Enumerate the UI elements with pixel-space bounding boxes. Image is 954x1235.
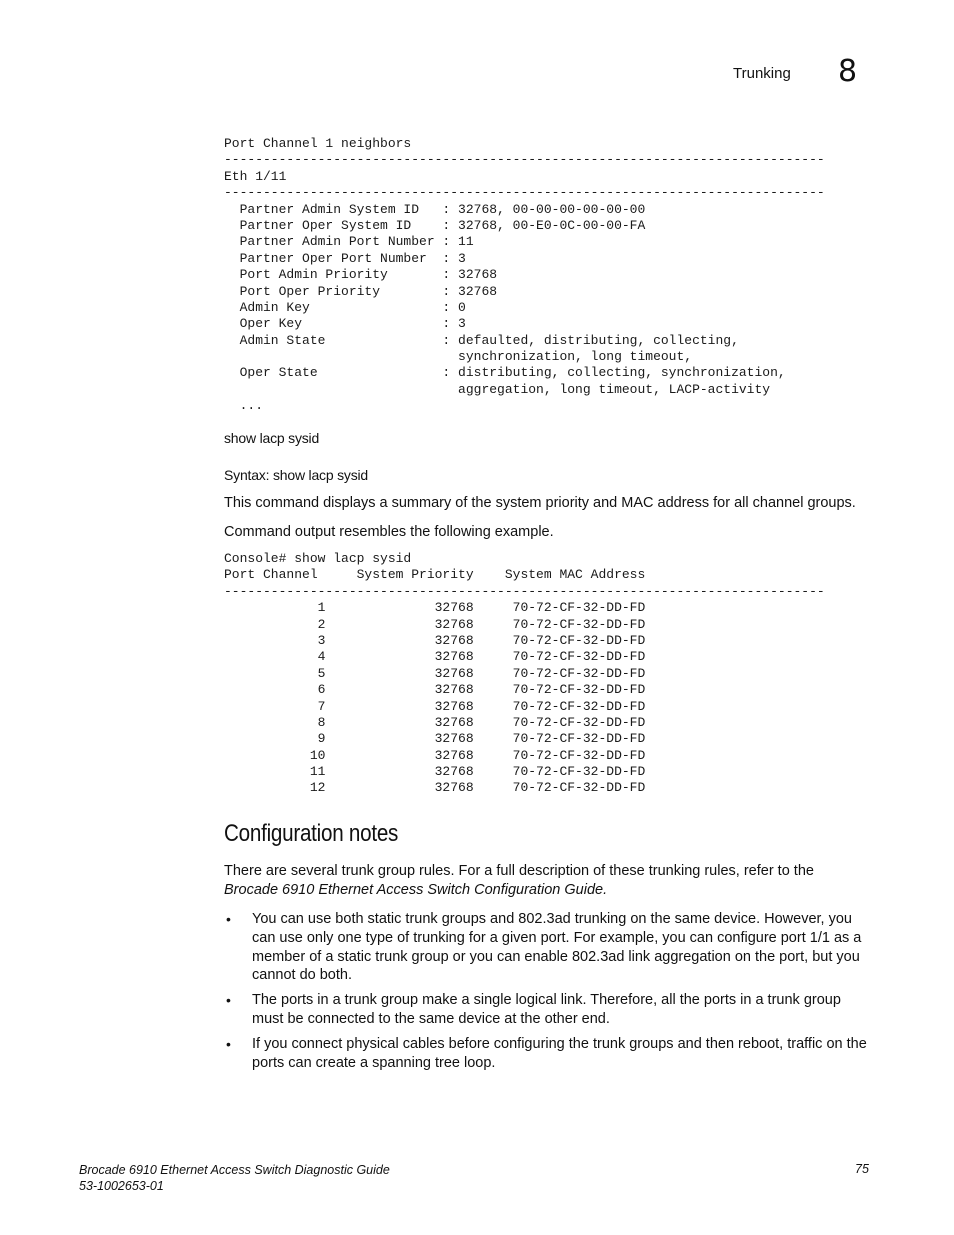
list-item — [224, 910, 869, 985]
code-line: 10 32768 70-72-CF-32-DD-FD — [224, 747, 646, 763]
code-line: Eth 1/11 — [224, 168, 287, 184]
code-line: 12 32768 70-72-CF-32-DD-FD — [224, 780, 646, 796]
code-line: 7 32768 70-72-CF-32-DD-FD — [224, 698, 646, 714]
code-line: Port Oper Priority : 32768 — [224, 283, 498, 299]
rules-bullet-list — [224, 910, 869, 1078]
code-line: aggregation, long timeout, LACP-activity — [224, 381, 771, 397]
command-heading: show lacp sysid — [224, 430, 320, 446]
code-line: 9 32768 70-72-CF-32-DD-FD — [224, 731, 646, 747]
code-line: Partner Admin Port Number : 11 — [224, 234, 474, 250]
code-line: Admin State : defaulted, distributing, collecting, — [224, 332, 739, 348]
code-line: Admin Key : 0 — [224, 299, 466, 315]
code-line: ----------------------------------------------------------------------------- — [224, 583, 825, 599]
code-line: synchronization, long timeout, — [224, 349, 693, 365]
code-line: 5 32768 70-72-CF-32-DD-FD — [224, 665, 646, 681]
output-intro-paragraph: Command output resembles the following example. — [224, 524, 554, 540]
bullet-icon: • — [226, 1035, 231, 1052]
bullet-icon: • — [226, 992, 231, 1009]
list-item-text: The ports in a trunk group make a single logical link. Therefore, all the ports in a trunk group must be connected to the same device at the other end. — [252, 992, 841, 1027]
neighbors-output-block — [224, 136, 825, 415]
notes-intro-text: There are several trunk group rules. For a full description of these trunking rules, refer to the — [224, 863, 814, 879]
code-line: Partner Oper Port Number : 3 — [224, 250, 466, 266]
code-line: Port Channel System Priority System MAC Address — [224, 567, 646, 583]
code-line: Partner Admin System ID : 32768, 00-00-00-00-00-00 — [224, 201, 646, 217]
code-line: Port Channel 1 neighbors — [224, 136, 412, 151]
chapter-number: 8 — [838, 54, 858, 89]
section-title: Configuration notes — [224, 820, 399, 847]
code-line: 2 32768 70-72-CF-32-DD-FD — [224, 616, 646, 632]
code-line: 4 32768 70-72-CF-32-DD-FD — [224, 649, 646, 665]
list-item-text: You can use both static trunk groups and 802.3ad trunking on the same device. However, you can use only one type of trunking for a given port. For example, you can configure port 1/1 as a member of a static trunk group or you can enable 802.3ad link aggregation on the port, but you cannot do both. — [252, 911, 862, 984]
code-line: ----------------------------------------------------------------------------- — [224, 152, 825, 168]
footer-doc-number: 53-1002653-01 — [79, 1179, 164, 1193]
code-line: Partner Oper System ID : 32768, 00-E0-0C-00-00-FA — [224, 217, 646, 233]
code-line: 6 32768 70-72-CF-32-DD-FD — [224, 682, 646, 698]
notes-intro-paragraph — [224, 862, 864, 900]
code-line: 8 32768 70-72-CF-32-DD-FD — [224, 714, 646, 730]
list-item-text: If you connect physical cables before configuring the trunk groups and then reboot, traffic on the ports can create a spanning tree loop. — [252, 1035, 867, 1071]
code-line: Console# show lacp sysid — [224, 551, 412, 566]
code-line: ... — [224, 398, 264, 414]
footer-document-info — [79, 1162, 390, 1194]
notes-intro-reference: Brocade 6910 Ethernet Access Switch Configuration Guide. — [224, 882, 608, 898]
bullet-icon: • — [226, 911, 231, 927]
list-item — [224, 991, 869, 1029]
list-item — [224, 1035, 869, 1073]
sysid-output-block — [224, 551, 825, 797]
code-line: Oper State : distributing, collecting, synchronization, — [224, 365, 786, 381]
footer-title: Brocade 6910 Ethernet Access Switch Diagnostic Guide — [79, 1163, 390, 1177]
code-line: 11 32768 70-72-CF-32-DD-FD — [224, 764, 646, 780]
code-line: ----------------------------------------------------------------------------- — [224, 185, 825, 201]
page-number: 75 — [855, 1162, 869, 1176]
running-header-section: Trunking — [733, 65, 791, 82]
code-line: 3 32768 70-72-CF-32-DD-FD — [224, 632, 646, 648]
code-line: Port Admin Priority : 32768 — [224, 267, 498, 283]
description-paragraph: This command displays a summary of the system priority and MAC address for all channel groups. — [224, 495, 856, 511]
code-line: Oper Key : 3 — [224, 316, 466, 332]
syntax-line: Syntax: show lacp sysid — [224, 467, 369, 483]
code-line: 1 32768 70-72-CF-32-DD-FD — [224, 600, 646, 616]
